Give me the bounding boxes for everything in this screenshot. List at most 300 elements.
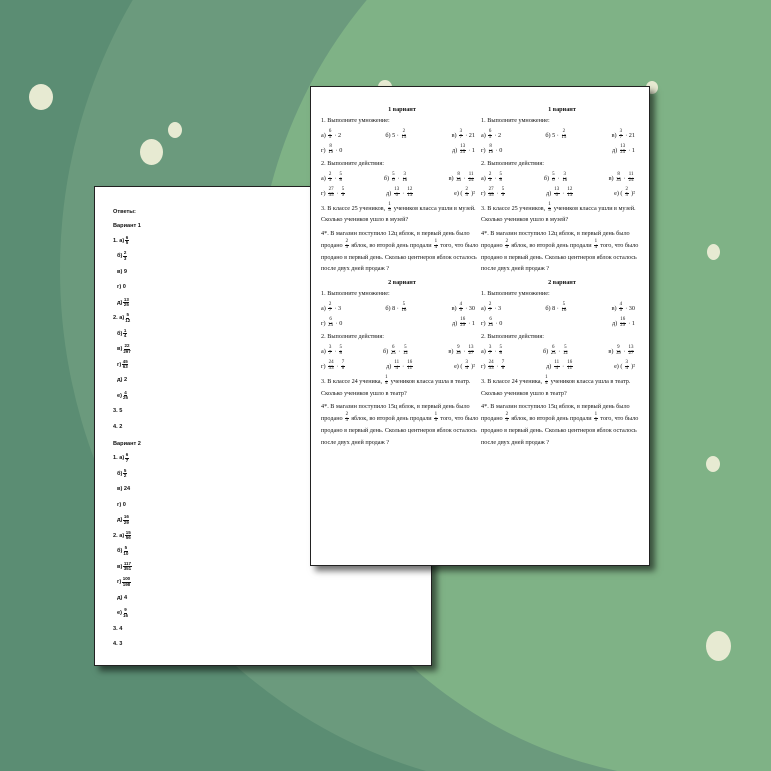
denominator: 13: [567, 192, 573, 198]
fraction: [394, 361, 400, 372]
operator: ·: [335, 189, 341, 197]
exercise-row: [321, 303, 483, 314]
numerator: 13: [620, 143, 626, 149]
fraction: [328, 318, 333, 329]
task-heading: 1. Выполните умножение:: [321, 290, 390, 298]
exercise-prefix: а): [481, 347, 488, 355]
exercise-item: [454, 188, 475, 199]
numerator: 2: [488, 302, 492, 308]
numerator: 2: [562, 128, 566, 134]
denominator: 5: [328, 134, 332, 140]
answer-label: г) 0: [117, 284, 126, 291]
operator: ·: [335, 362, 341, 370]
exercise-prefix: б) 5 ·: [545, 131, 561, 139]
numerator: 6: [125, 452, 129, 458]
problem-text: яблок, во второй день продали: [509, 241, 594, 249]
answer-label: д) 4: [117, 594, 128, 601]
exercise-prefix: г): [321, 362, 328, 370]
numerator: 5: [404, 345, 407, 351]
answer-row: [113, 575, 141, 591]
word-problem: [321, 203, 483, 227]
denominator: 7: [619, 134, 623, 140]
exercise-item: [481, 346, 503, 357]
exercise-prefix: д): [546, 189, 553, 197]
operator: ·: [560, 362, 566, 370]
exercise-prefix: б) 5 ·: [385, 131, 401, 139]
exercise-item: [321, 188, 346, 199]
fraction: [628, 173, 634, 184]
exercise-prefix: е) (: [454, 362, 465, 370]
variant-title: 1 вариант: [548, 106, 576, 113]
exercise-prefix: а): [321, 174, 328, 182]
tasks-column-right: [481, 103, 643, 451]
exercise-suffix: · 0: [334, 146, 343, 154]
answer-row: [113, 233, 141, 249]
denominator: 4: [465, 365, 469, 371]
numerator: 8: [617, 171, 620, 177]
denominator: 4: [555, 365, 558, 371]
fraction: [123, 329, 127, 339]
problem-text: учеников класса ушли в музей. Сколько учеников ушло в музей?: [481, 204, 636, 224]
answer-row: [113, 528, 141, 544]
exercise-prefix: д): [386, 189, 393, 197]
fraction: [125, 453, 129, 463]
problem-text: того, что было продано в первый день. Сколько центнеров яблок осталось после двух дней продаж ?: [321, 241, 479, 273]
answer-label: 2. а): [113, 315, 125, 322]
exercise-row: [321, 346, 483, 357]
denominator: 10: [123, 550, 129, 556]
fraction: [594, 413, 597, 424]
exercise-row: [481, 303, 643, 314]
exercise-row: [481, 145, 643, 156]
numerator: 1: [123, 327, 127, 333]
numerator: 13: [468, 345, 474, 351]
denominator: 2: [123, 473, 127, 479]
exercise-suffix: · 1: [626, 320, 635, 328]
fraction: [501, 188, 504, 199]
numerator: 8: [489, 143, 492, 149]
denominator: 5: [548, 207, 551, 213]
fraction: [465, 361, 468, 372]
fraction: [628, 346, 634, 357]
fraction: [620, 318, 626, 329]
answer-row: [113, 419, 141, 435]
fraction: [460, 318, 466, 329]
exercise-prefix: а): [481, 305, 488, 313]
numerator: 3: [465, 359, 469, 365]
numerator: 6: [488, 128, 492, 134]
answer-row: [113, 621, 141, 637]
fraction: [488, 303, 491, 314]
numerator: 5: [126, 312, 129, 318]
denominator: 8: [341, 365, 345, 371]
fraction: [505, 413, 508, 424]
denominator: 24: [468, 177, 474, 183]
exercise-item: [545, 303, 567, 314]
answer-label: б): [117, 548, 123, 555]
numerator: 4: [124, 389, 127, 395]
answer-label: 2. а): [113, 532, 125, 539]
denominator: 33: [328, 365, 334, 371]
exercise-suffix: )²: [629, 362, 635, 370]
exercise-prefix: е) (: [614, 189, 625, 197]
answer-row: [113, 311, 141, 327]
denominator: 4: [594, 245, 598, 250]
fraction: [345, 240, 348, 251]
fraction: [562, 173, 567, 184]
operator: ·: [622, 174, 628, 182]
numerator: 5: [402, 302, 406, 308]
numerator: 6: [328, 128, 332, 134]
numerator: 6: [392, 345, 395, 351]
operator: ·: [556, 174, 562, 182]
answer-label: б): [117, 253, 123, 260]
exercise-item: [481, 130, 501, 141]
fraction: [554, 188, 560, 199]
exercise-prefix: б): [543, 347, 550, 355]
answers-heading: Ответы:: [113, 209, 136, 215]
problem-text: 4*. В магазин поступило 15ц яблок, в первый день было продано: [321, 403, 470, 423]
operator: ·: [621, 347, 628, 355]
numerator: 11: [468, 171, 474, 177]
exercise-prefix: в): [451, 305, 459, 313]
denominator: 6: [392, 177, 395, 183]
exercise-item: [481, 361, 506, 372]
fraction: [402, 173, 407, 184]
exercise-item: [321, 361, 346, 372]
numerator: 8: [457, 171, 460, 177]
fraction: [545, 376, 548, 387]
exercise-prefix: в): [611, 131, 619, 139]
exercise-suffix: · 3: [492, 305, 502, 313]
denominator: 39: [455, 350, 461, 356]
fraction: [403, 346, 408, 357]
exercise-suffix: · 1: [466, 146, 475, 154]
denominator: 25: [460, 149, 466, 155]
exercise-prefix: д): [612, 146, 619, 154]
exercise-suffix: · 0: [494, 320, 503, 328]
tasks-column-left: [321, 103, 483, 451]
problem-text: 3. В классе 24 ученика,: [321, 377, 384, 385]
answer-label: д): [117, 299, 123, 306]
fraction: [456, 173, 461, 184]
numerator: 5: [562, 302, 566, 308]
exercise-prefix: г): [321, 189, 328, 197]
exercise-item: [321, 173, 343, 184]
exercise-row: [321, 361, 483, 372]
numerator: 13: [460, 143, 466, 149]
exercise-item: [321, 130, 341, 141]
fraction: [328, 361, 334, 372]
numerator: 7: [341, 359, 345, 365]
fraction: [625, 361, 628, 372]
fraction: [123, 391, 128, 401]
answer-row: [113, 357, 141, 373]
denominator: 29: [620, 323, 626, 329]
fraction: [123, 469, 127, 479]
exercise-item: [452, 318, 475, 329]
answer-label: в): [117, 346, 123, 353]
denominator: 16: [401, 308, 407, 314]
answer-row: [113, 388, 141, 404]
exercise-prefix: а): [321, 347, 328, 355]
denominator: 4: [545, 380, 548, 386]
answer-row: [113, 497, 141, 513]
fraction: [616, 173, 621, 184]
fraction: [616, 346, 621, 357]
word-problem: [481, 228, 643, 275]
numerator: 5: [499, 171, 502, 177]
fraction: [488, 318, 493, 329]
denominator: 25: [122, 395, 128, 401]
word-problem: [481, 401, 643, 448]
operator: ·: [556, 347, 562, 355]
exercise-prefix: в): [448, 347, 455, 355]
denominator: 3: [488, 177, 492, 183]
exercise-prefix: д): [612, 320, 619, 328]
operator: ·: [492, 174, 498, 182]
exercise-suffix: · 0: [334, 320, 343, 328]
answer-row: [113, 544, 141, 560]
numerator: 4: [619, 302, 623, 308]
fraction: [122, 360, 128, 370]
answer-label: 3. 5: [113, 408, 123, 415]
exercise-suffix: )²: [629, 189, 635, 197]
exercise-prefix: д): [546, 362, 553, 370]
fraction: [563, 346, 568, 357]
denominator: 39: [615, 350, 621, 356]
fraction: [328, 346, 331, 357]
answer-label: д): [117, 517, 123, 524]
denominator: 8: [499, 177, 502, 183]
exercise-suffix: · 1: [466, 320, 475, 328]
fraction: [619, 303, 622, 314]
denominator: 5: [488, 134, 492, 140]
exercise-item: [546, 188, 574, 199]
fraction: [561, 130, 566, 141]
problem-text: учеников класса ушли в музей. Сколько учеников ушло в музей?: [321, 204, 476, 224]
denominator: 5: [125, 240, 129, 246]
answer-row: [113, 326, 141, 342]
denominator: 63: [122, 364, 128, 370]
fraction: [123, 546, 128, 556]
exercise-suffix: · 2: [492, 131, 502, 139]
exercise-item: [608, 346, 635, 357]
exercise-suffix: · 0: [494, 146, 503, 154]
denominator: 19: [328, 149, 334, 155]
operator: ·: [492, 347, 498, 355]
numerator: 2: [505, 239, 509, 245]
denominator: 19: [488, 149, 494, 155]
fraction: [499, 173, 502, 184]
numerator: 6: [329, 317, 332, 323]
numerator: 9: [124, 607, 127, 613]
numerator: 2: [328, 302, 332, 308]
exercise-suffix: · 30: [623, 305, 635, 313]
numerator: 3: [328, 345, 332, 351]
exercise-item: [481, 318, 502, 329]
answer-label: в) 24: [117, 486, 131, 493]
exercise-prefix: а): [321, 131, 328, 139]
exercise-prefix: в): [608, 174, 616, 182]
answer-row: [113, 280, 141, 296]
fraction: [552, 173, 555, 184]
denominator: 8: [499, 350, 502, 356]
fraction: [401, 130, 406, 141]
fraction: [488, 145, 493, 156]
denominator: 4: [385, 380, 388, 386]
answer-label: 1. а): [113, 237, 125, 244]
denominator: 198: [122, 581, 131, 587]
exercise-item: [452, 303, 475, 314]
denominator: 7: [328, 308, 332, 314]
answer-label: в) 9: [117, 268, 127, 275]
denominator: 3: [505, 245, 509, 250]
exercise-prefix: в): [451, 131, 459, 139]
numerator: 11: [554, 359, 560, 365]
exercise-item: [612, 130, 635, 141]
numerator: 2: [345, 239, 349, 245]
denominator: 12: [402, 350, 408, 356]
answer-row: [113, 513, 141, 529]
problem-text: того, что было продано в первый день. Сколько центнеров яблок осталось после двух дней продаж ?: [481, 415, 639, 446]
numerator: 1: [594, 239, 598, 245]
problem-text: того, что было продано в первый день. Сколько центнеров яблок осталось после двух дней продаж ?: [321, 415, 479, 446]
numerator: 6: [125, 234, 129, 240]
exercise-suffix: · 3: [332, 305, 342, 313]
exercise-prefix: д): [452, 320, 459, 328]
problem-text: 3. В классе 24 ученика,: [481, 377, 544, 385]
denominator: 13: [407, 192, 413, 198]
exercise-item: [386, 188, 414, 199]
numerator: 2: [625, 186, 629, 192]
operator: ·: [332, 174, 338, 182]
numerator: 13: [394, 186, 400, 192]
numerator: 4: [459, 302, 463, 308]
fraction: [385, 376, 388, 387]
exercise-prefix: е) (: [614, 362, 625, 370]
task-heading: 1. Выполните умножение:: [481, 290, 550, 298]
denominator: 16: [561, 308, 567, 314]
task-heading: 1. Выполните умножение:: [321, 116, 390, 124]
fraction: [594, 240, 597, 251]
numerator: 5: [124, 545, 128, 551]
numerator: 24: [488, 359, 494, 365]
denominator: 25: [123, 302, 129, 308]
numerator: 1: [434, 412, 438, 418]
numerator: 13: [123, 296, 129, 302]
exercise-item: [321, 346, 343, 357]
operator: ·: [461, 347, 468, 355]
denominator: 23: [488, 323, 494, 329]
denominator: 297: [123, 348, 131, 354]
numerator: 5: [501, 186, 505, 192]
numerator: 5: [392, 171, 395, 177]
exercise-item: [383, 346, 409, 357]
fraction: [468, 346, 474, 357]
fraction: [468, 173, 474, 184]
numerator: 27: [488, 186, 494, 192]
fraction: [123, 562, 131, 572]
variant1-answers-title: Вариант 1: [113, 223, 141, 229]
numerator: 3: [488, 345, 492, 351]
answer-row: [113, 590, 141, 606]
denominator: 4: [434, 245, 438, 250]
fraction: [488, 361, 494, 372]
numerator: 117: [123, 560, 132, 566]
variant-block: [481, 106, 643, 275]
variant1-answers: [113, 233, 141, 435]
denominator: 3: [505, 418, 509, 424]
problem-text: 4*. В магазин поступило 12ц яблок, в первый день было продано: [481, 230, 630, 249]
numerator: 22: [124, 343, 130, 349]
operator: ·: [400, 189, 406, 197]
numerator: 16: [567, 359, 573, 365]
numerator: 5: [564, 345, 567, 351]
denominator: 3: [345, 245, 349, 250]
problem-text: учеников класса ушла в театр. Сколько учеников ушло в театр?: [481, 377, 631, 397]
decor-dot: [706, 631, 731, 661]
exercise-item: [321, 145, 342, 156]
exercise-prefix: д): [452, 146, 459, 154]
denominator: 5: [619, 308, 623, 314]
numerator: 5: [341, 186, 345, 192]
fraction: [407, 188, 413, 199]
denominator: 6: [395, 192, 398, 198]
exercise-row: [481, 318, 643, 329]
problem-text: учеников класса ушла в театр. Сколько учеников ушло в театр?: [321, 377, 471, 397]
exercise-row: [481, 346, 643, 357]
exercise-suffix: )²: [469, 189, 475, 197]
fraction: [434, 413, 437, 424]
variant2-answers-title: Вариант 2: [113, 440, 141, 447]
answer-row: [113, 295, 141, 311]
answer-label: 1. а): [113, 455, 125, 462]
answer-row: [113, 559, 141, 575]
numerator: 2: [328, 171, 332, 177]
answer-label: г): [117, 579, 122, 586]
denominator: 3: [328, 177, 332, 183]
denominator: 3: [123, 255, 127, 261]
task-heading: 2. Выполните действия:: [321, 333, 384, 341]
decor-dot: [29, 84, 53, 110]
denominator: 8: [339, 177, 342, 183]
fraction: [619, 130, 622, 141]
fraction: [456, 346, 461, 357]
denominator: 9: [341, 192, 345, 198]
variant-title: 2 вариант: [548, 279, 576, 287]
variant-block: [481, 279, 643, 448]
denominator: 5: [459, 308, 463, 314]
numerator: 8: [329, 143, 332, 149]
exercise-prefix: б): [383, 174, 391, 182]
fraction: [122, 577, 130, 587]
fraction: [123, 251, 127, 261]
numerator: 15: [125, 529, 131, 535]
exercise-item: [385, 130, 407, 141]
numerator: 5: [339, 171, 342, 177]
denominator: 8: [501, 365, 505, 371]
answer-row: [113, 249, 141, 265]
fraction: [345, 413, 348, 424]
fraction: [328, 188, 334, 199]
answer-label: 3. 4: [113, 625, 123, 632]
denominator: 11: [407, 365, 413, 371]
denominator: 5: [625, 192, 629, 198]
fraction: [123, 608, 128, 618]
answer-label: д) 2: [117, 377, 128, 384]
denominator: 7: [125, 457, 129, 463]
